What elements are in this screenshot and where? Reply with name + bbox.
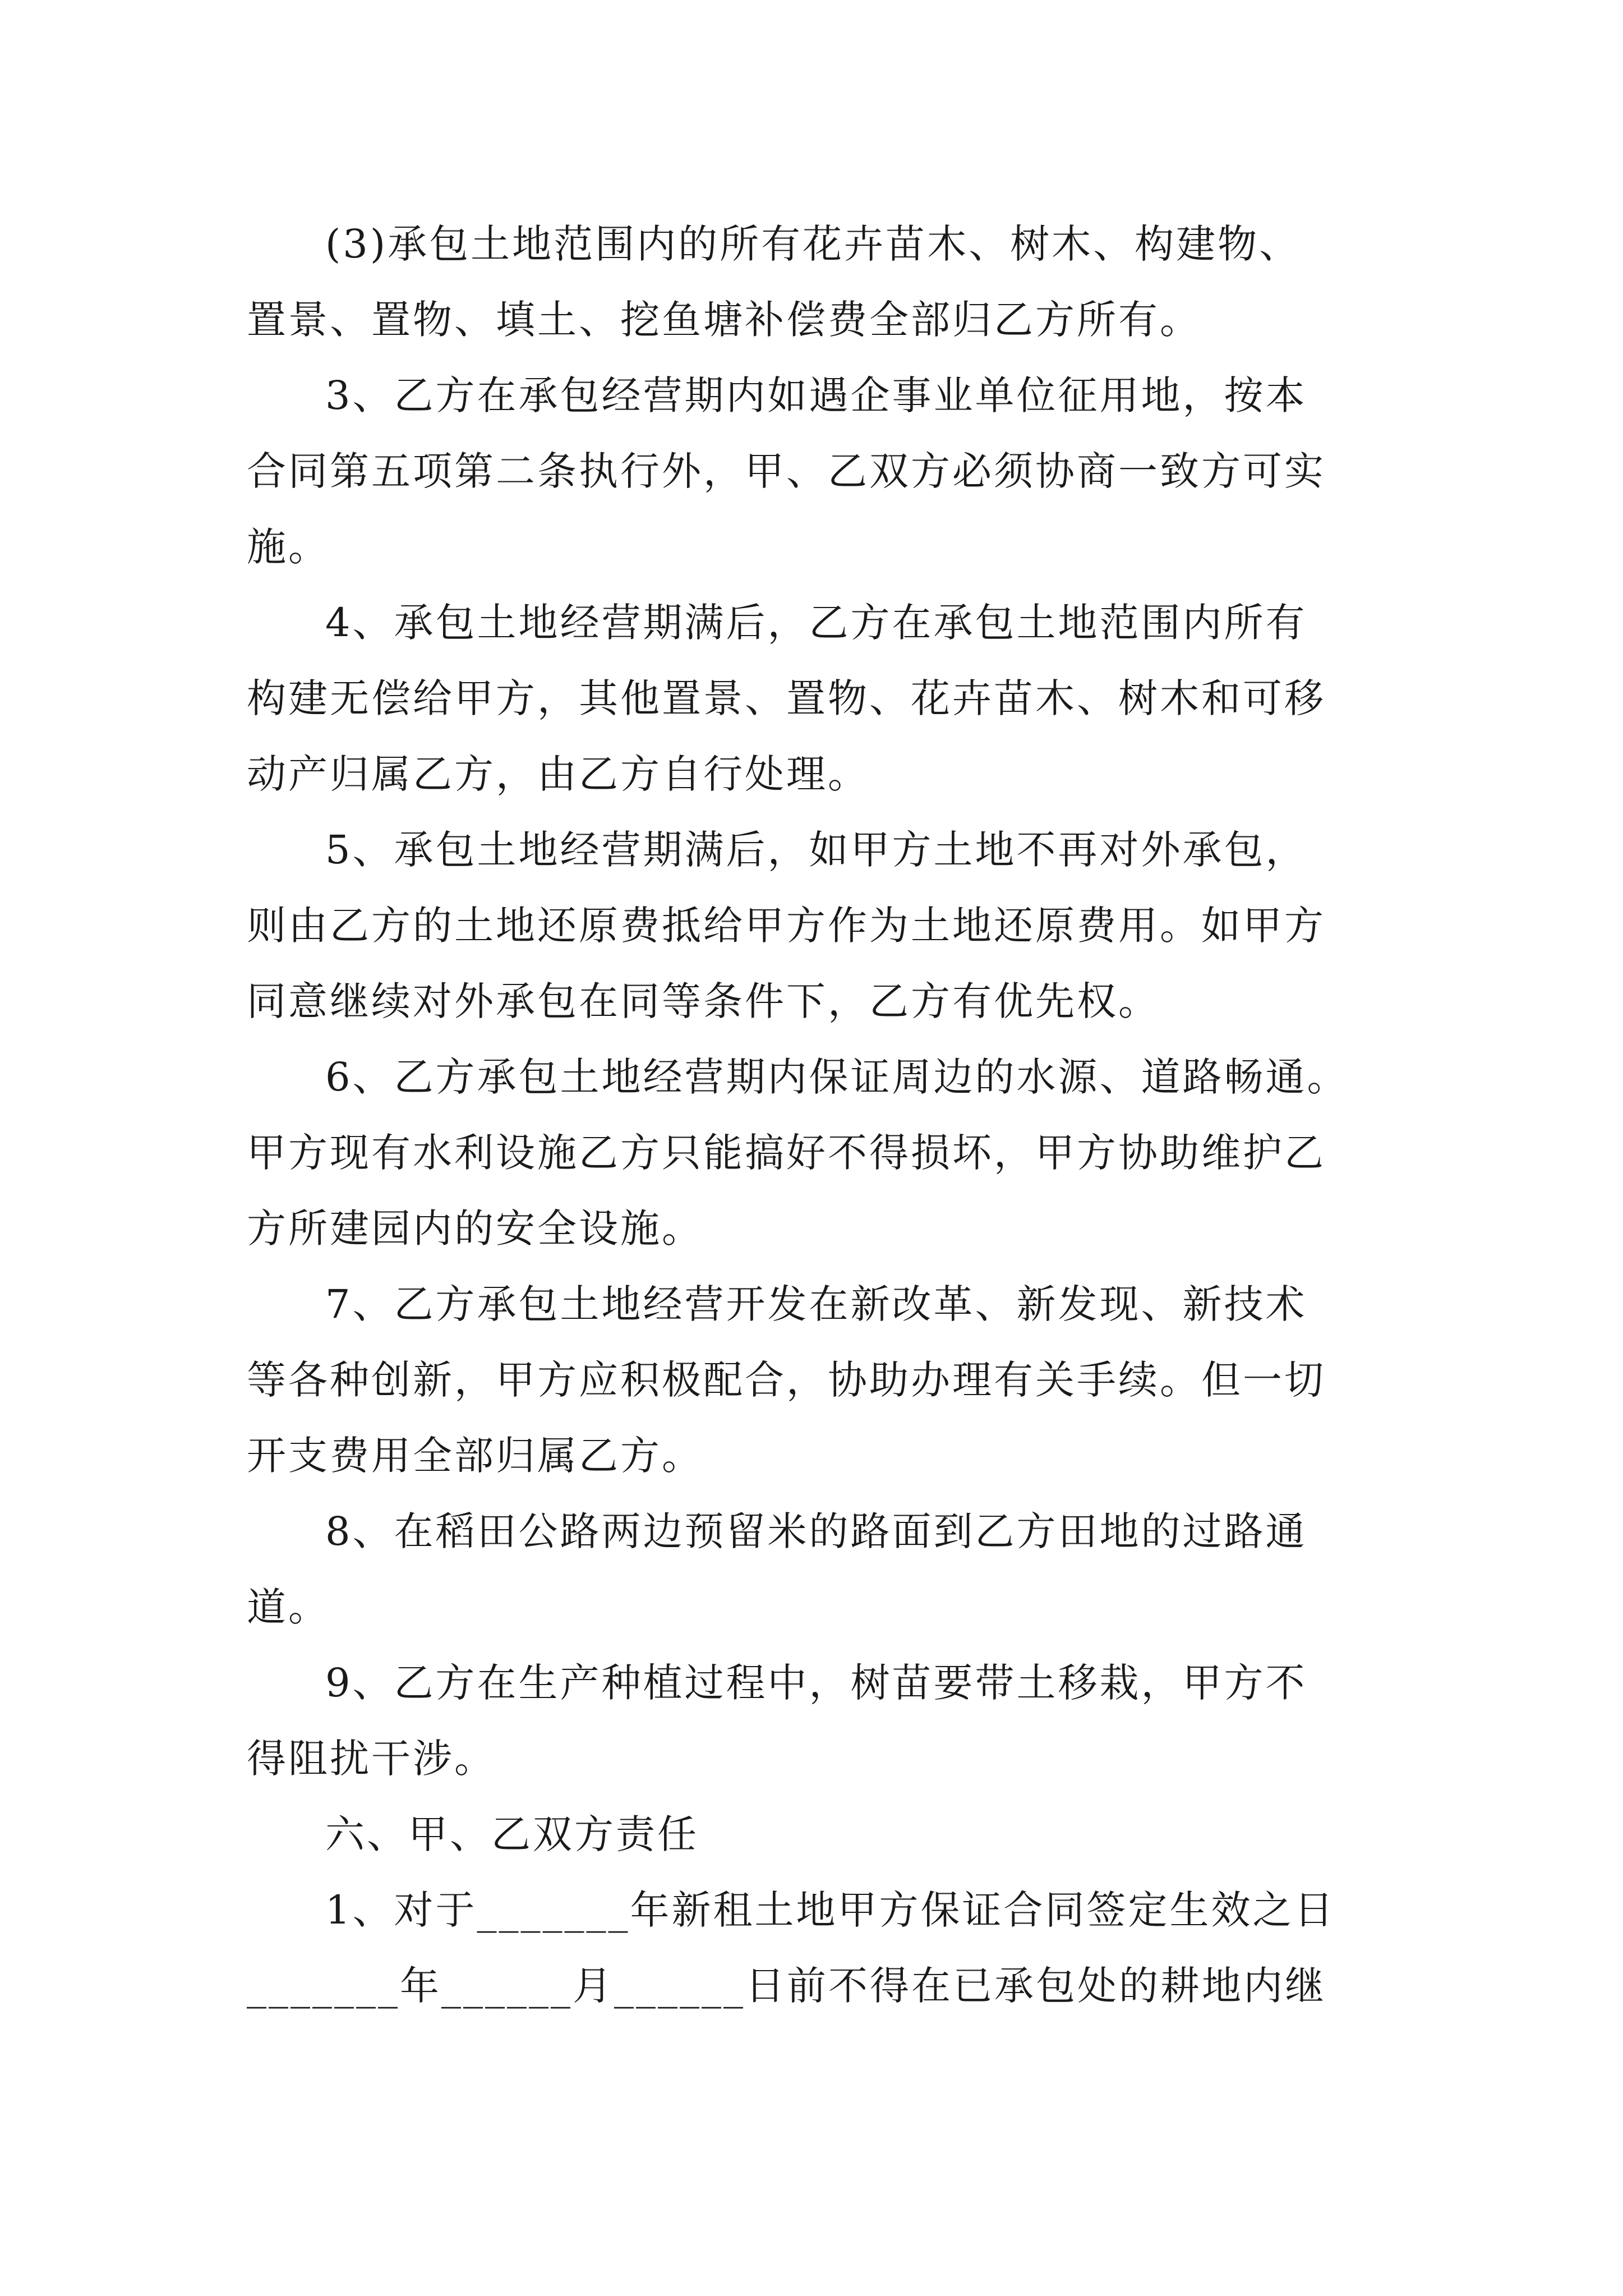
text-line: 构建无偿给甲方，其他置景、置物、花卉苗木、树木和可移 [247, 675, 1326, 721]
text-line: _______年______月______日前不得在已承包处的耕地内继 [247, 1963, 1326, 2009]
text-line: 同意继续对外承包在同等条件下，乙方有优先权。 [247, 978, 1160, 1024]
text-line: 6、乙方承包土地经营期内保证周边的水源、道路畅通。 [325, 1054, 1349, 1100]
text-line: 7、乙方承包土地经营开发在新改革、新发现、新技术 [325, 1281, 1307, 1327]
text-line: 得阻扰干涉。 [247, 1736, 496, 1782]
text-line: 动产归属乙方，由乙方自行处理。 [247, 751, 869, 797]
text-line: 甲方现有水利设施乙方只能搞好不得损坏，甲方协助维护乙 [247, 1130, 1326, 1176]
text-line: 8、在稻田公路两边预留米的路面到乙方田地的过路通 [325, 1508, 1307, 1554]
text-line: 9、乙方在生产种植过程中，树苗要带土移栽，甲方不 [325, 1660, 1307, 1706]
text-line: 道。 [247, 1584, 330, 1630]
text-line: 等各种创新，甲方应积极配合，协助办理有关手续。但一切 [247, 1357, 1326, 1403]
text-line: 5、承包土地经营期满后，如甲方土地不再对外承包， [325, 827, 1307, 873]
text-line: 方所建园内的安全设施。 [247, 1205, 703, 1251]
text-line: 1、对于_______年新租土地甲方保证合同签定生效之日 [325, 1887, 1336, 1933]
text-line: 则由乙方的土地还原费抵给甲方作为土地还原费用。如甲方 [247, 903, 1326, 949]
text-line: 施。 [247, 524, 330, 570]
text-line: 开支费用全部归属乙方。 [247, 1433, 703, 1479]
section-heading: 六、甲、乙双方责任 [325, 1811, 699, 1857]
text-line: 3、乙方在承包经营期内如遇企事业单位征用地，按本 [325, 372, 1307, 418]
text-line: 合同第五项第二条执行外，甲、乙双方必须协商一致方可实 [247, 448, 1326, 494]
text-line: 4、承包土地经营期满后，乙方在承包土地范围内所有 [325, 600, 1307, 646]
text-line: 置景、置物、填土、挖鱼塘补偿费全部归乙方所有。 [247, 297, 1201, 343]
text-line: (3)承包土地范围内的所有花卉苗木、树木、构建物、 [325, 221, 1301, 267]
